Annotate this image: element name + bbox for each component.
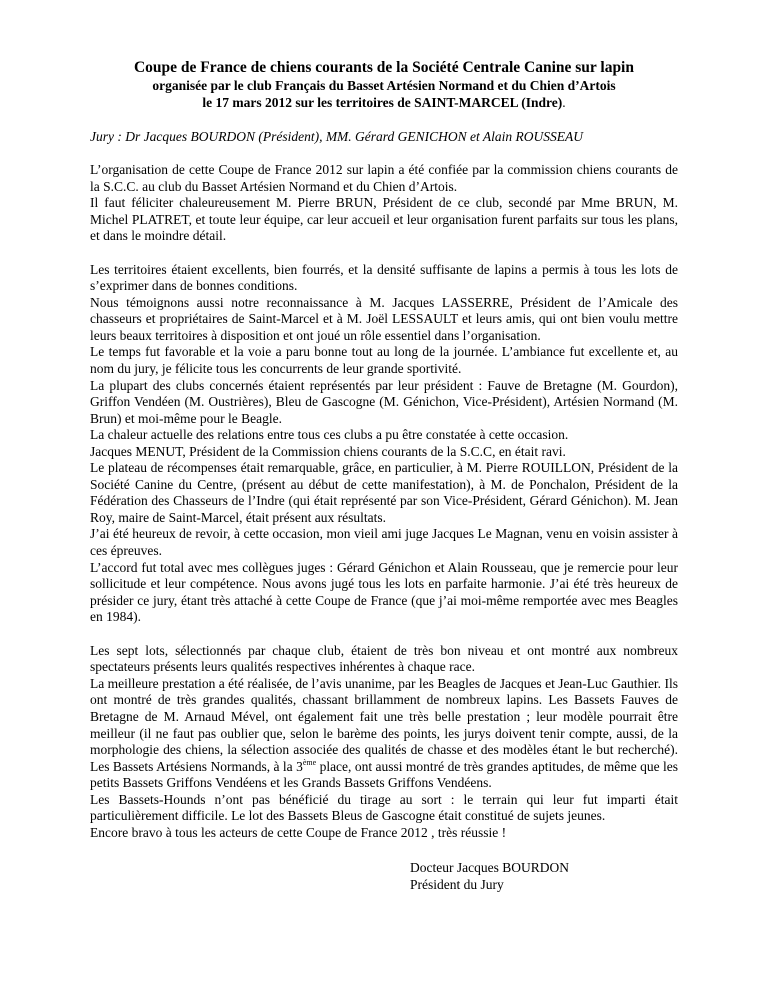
paragraph-line: L’accord fut total avec mes collègues juges : Gérard Génichon et Alain Rousseau, que je remercie pour leur sollicitude et leur compétence. Nous avons jugé tous les lots en parfaite harmonie. J’ai été très heureux de présider ce jury, étant très attaché à cette Coupe de France (que j’ai moi-même remportée avec mes Beagles en 1984).	[90, 559, 678, 625]
ordinal-superscript: ème	[302, 757, 317, 767]
paragraph-line: Les sept lots, sélectionnés par chaque club, étaient de très bon niveau et ont montré aux nombreux spectateurs présents leurs qualités respectives inhérentes à chaque race.	[90, 642, 678, 675]
paragraph-line: Les territoires étaient excellents, bien fourrés, et la densité suffisante de lapins a permis à tous les lots de s’exprimer dans de bonnes conditions.	[90, 261, 678, 294]
paragraph-territoires	[90, 262, 678, 626]
paragraph-line	[90, 676, 678, 792]
paragraph-line: Il faut féliciter chaleureusement M. Pierre BRUN, Président de ce club, secondé par Mme BRUN, M. Michel PLATRET, et toute leur équipe, car leur accueil et leur organisation furent parfaits sur tous les plans, et dans le moindre détail.	[90, 195, 678, 244]
paragraph-line: J’ai été heureux de revoir, à cette occasion, mon vieil ami juge Jacques Le Magnan, venu en voisin assister à ces épreuves.	[90, 526, 678, 559]
subtitle-organizer: organisée par le club Français du Basset Artésien Normand et du Chien d’Artois	[152, 78, 616, 93]
paragraph-line: La chaleur actuelle des relations entre tous ces clubs a pu être constatée à cette occasion.	[90, 427, 569, 443]
paragraph-organisation	[90, 162, 678, 245]
subtitle-date-location: le 17 mars 2012 sur les territoires de SAINT-MARCEL (Indre)	[202, 95, 563, 110]
paragraph-line: Nous témoignons aussi notre reconnaissance à M. Jacques LASSERRE, Président de l’Amicale des chasseurs et propriétaires de Saint-Marcel et à M. Joël LESSAULT et leurs amis, qui ont bien voulu mettre leurs beaux territoires à disposition et ont joué un rôle essentiel dans l’organisation.	[90, 294, 678, 343]
paragraph-line: Le plateau de récompenses était remarquable, grâce, en particulier, à M. Pierre ROUILLON, Président de la Société Canine du Centre, (présent au début de cette manifestation), à M. de Ponchalon, Président de la Fédération des Chasseurs de l’Indre (qui était représenté par son Vice-Président, Gérard Génichon). M. Jean Roy, maire de Saint-Marcel, était présent aux résultats.	[90, 460, 678, 525]
jury-line: Jury : Dr Jacques BOURDON (Président), MM. Gérard GENICHON et Alain ROUSSEAU	[90, 129, 584, 144]
paragraph-line: Encore bravo à tous les acteurs de cette Coupe de France 2012 , très réussie !	[90, 824, 507, 840]
document-subtitle	[90, 77, 678, 111]
paragraph-line: La plupart des clubs concernés étaient représentés par leur président : Fauve de Bretagne (M. Gourdon), Griffon Vendéen (M. Oustrières), Bleu de Gascogne (M. Génichon, Vice-Président), Artésien Normand (M. Brun) et moi-même pour le Beagle.	[90, 377, 678, 426]
paragraph-resultats	[90, 643, 678, 842]
document-title: Coupe de France de chiens courants de la Société Centrale Canine sur lapin	[133, 59, 634, 76]
paragraph-text: La meilleure prestation a été réalisée, de l’avis unanime, par les Beagles de Jacques et Jean-Luc Gauthier. Ils ont montré de très grandes qualités, chassant brillamment de nombreux lapins. Les Bassets Fauves de Bretagne de M. Arnaud Mével, ont également fait une très belle prestation ; leur modèle pourrait être meilleur (il ne faut pas oublier que, selon le barème des points, les jurys doivent tenir compte, aussi, de la morphologie des chiens, la sélection associée des qualités de chasse et des modèles étant le but recherché). Les Bassets Artésiens Normands, à la 3	[90, 675, 678, 774]
signature-block	[410, 859, 678, 893]
signature-name: Docteur Jacques BOURDON	[410, 860, 569, 876]
paragraph-text: place, ont aussi montré de très grandes aptitudes, de même que les petits Bassets Griffons Vendéens et les Grands Bassets Griffons Vendéens.	[90, 758, 679, 791]
subtitle-period: .	[562, 95, 566, 110]
paragraph-line: Les Bassets-Hounds n’ont pas bénéficié du tirage au sort : le terrain qui leur fut imparti était particulièrement difficile. Le lot des Bassets Bleus de Gascogne était constitué de sujets jeunes.	[90, 791, 678, 824]
paragraph-line: Le temps fut favorable et la voie a paru bonne tout au long de la journée. L’ambiance fut excellente et, au nom du jury, je félicite tous les concurrents de leur grande sportivité.	[90, 344, 678, 377]
signature-role: Président du Jury	[410, 877, 504, 893]
paragraph-line: Jacques MENUT, Président de la Commission chiens courants de la S.C.C, en était ravi.	[90, 443, 566, 459]
paragraph-line: L’organisation de cette Coupe de France 2012 sur lapin a été confiée par la commission chiens courants de la S.C.C. au club du Basset Artésien Normand et du Chien d’Artois.	[90, 162, 678, 194]
